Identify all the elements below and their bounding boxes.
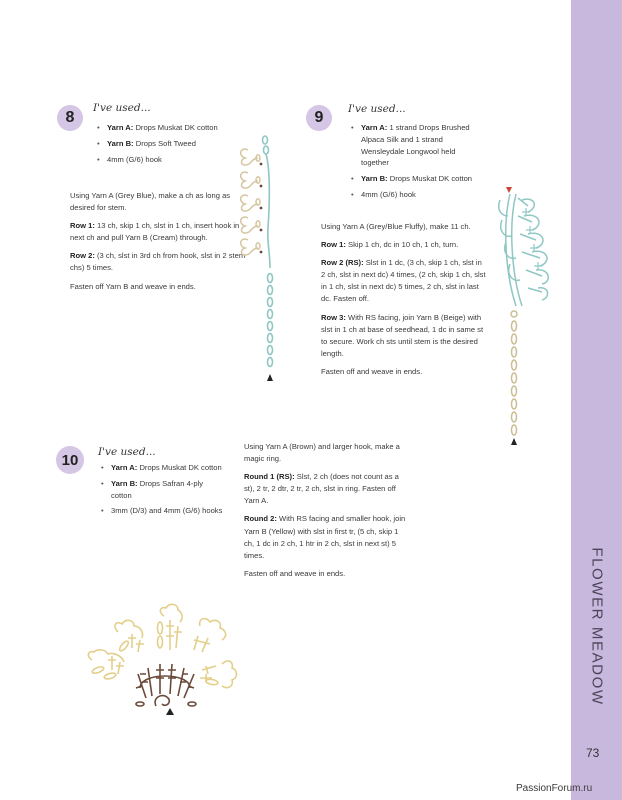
material-item: • 4mm (G/6) hook: [349, 189, 479, 201]
material-item: • Yarn B: Drops Muskat DK cotton: [349, 173, 479, 185]
row-3: Row 3: With RS facing, join Yarn B (Beige) with slst in 1 ch at base of seedhead, 1 dc in same st to secure. Work ch sts until stem is the desired length.: [321, 312, 484, 358]
row-2: Row 2 (RS): Slst in 1 dc, (3 ch, skip 1 ch, slst in 2 ch, slst in next dc) 4 times, (2 ch, skip 1 ch, slst in 1 ch, slst in next dc) 5 times, 2 ch, slst in last dc. Fasten off.: [321, 258, 486, 304]
section-8-badge: 8: [57, 105, 83, 131]
section-9-badge: 9: [306, 105, 332, 131]
watermark: PassionForum.ru: [516, 783, 593, 794]
section-9-used-heading: I've used...: [348, 103, 406, 115]
material-item: • Yarn B: Drops Safran 4-ply cotton: [99, 478, 224, 502]
section-10-used-heading: I've used...: [98, 446, 156, 458]
seedhead-chart: [488, 186, 563, 448]
material-item: • Yarn A: Drops Muskat DK cotton: [99, 462, 224, 474]
row-1: Row 1: 13 ch, skip 1 ch, slst in 1 ch, insert hook in next ch and pull Yarn B (Cream) through.: [70, 221, 240, 243]
material-item: • 3mm (D/3) and 4mm (G/6) hooks: [99, 505, 224, 517]
sidebar-title-text: FLOWER MEADOW: [588, 546, 606, 706]
blade-of-grass-chart: [228, 128, 288, 388]
section-10-materials: [99, 462, 224, 521]
intro-text: Using Yarn A (Brown) and larger hook, make a magic ring.: [244, 442, 400, 464]
section-8-materials: [95, 122, 220, 169]
row-2: Row 2: (3 ch, slst in 3rd ch from hook, slst in 2 stem chs) 5 times.: [70, 251, 246, 273]
material-item: • Yarn A: 1 strand Drops Brushed Alpaca Silk and 1 strand Wensleydale Longwool held together: [349, 122, 479, 169]
material-item: • Yarn A: Drops Muskat DK cotton: [95, 122, 220, 134]
section-10-instructions: [244, 441, 409, 586]
outro-text: Fasten off and weave in ends.: [244, 568, 346, 578]
section-9-materials: [349, 122, 479, 205]
outro-text: Fasten off Yarn B and weave in ends.: [70, 281, 196, 291]
fan-flower-chart: [82, 612, 247, 722]
section-10-badge: 10: [56, 446, 84, 474]
material-item: • 4mm (G/6) hook: [95, 154, 220, 166]
round-2: Round 2: With RS facing and smaller hook, join Yarn B (Yellow) with slst in first tr, (5 ch, skip 1 ch, 1 dc in 2 ch, 1 htr in 2 ch, slst in next st) 5 times.: [244, 514, 406, 560]
section-8-used-heading: I've used...: [93, 102, 151, 114]
intro-text: Using Yarn A (Grey/Blue Fluffy), make 11 ch.: [321, 222, 471, 231]
round-1: Round 1 (RS): Slst, 2 ch (does not count as a st), 2 tr, 2 dtr, 2 tr, 2 ch, slst in ring. Fasten off Yarn A.: [244, 472, 399, 506]
page-number: 73: [586, 746, 600, 760]
outro-text: Fasten off and weave in ends.: [321, 366, 423, 376]
intro-text: Using Yarn A (Grey Blue), make a ch as long as desired for stem.: [70, 191, 231, 213]
row-1: Row 1: Skip 1 ch, dc in 10 ch, 1 ch, turn.: [321, 240, 459, 250]
material-item: • Yarn B: Drops Soft Tweed: [95, 138, 220, 150]
sidebar-title: [573, 531, 621, 721]
section-9-instructions: [321, 221, 486, 384]
